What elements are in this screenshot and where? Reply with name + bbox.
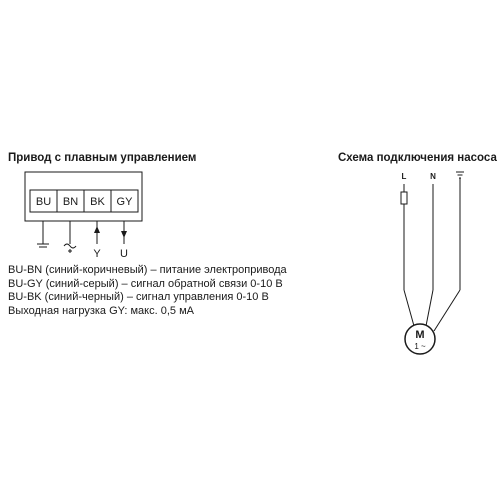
arrow-down-icon [121, 231, 127, 238]
motor-label: M [415, 329, 425, 341]
signal-label-y: Y [93, 248, 101, 260]
description-line: Выходная нагрузка GY: макс. 0,5 мА [8, 304, 194, 317]
signal-label-u: U [120, 248, 128, 260]
description-line: BU-GY (синий-серый) – сигнал обратной связи 0-10 В [8, 277, 283, 290]
terminal-label-gy: GY [116, 196, 133, 208]
description-line: BU-BN (синий-коричневый) – питание электропривода [8, 264, 287, 276]
terminal-label-bu: BU [35, 196, 52, 208]
left-title: Привод с плавным управлением [8, 152, 197, 164]
motor-sublabel: 1 ~ [414, 342, 426, 351]
lead-pe [434, 290, 460, 331]
arrow-up-icon [94, 226, 100, 233]
lead-l [404, 290, 414, 326]
ground-icon [37, 244, 49, 247]
right-title: Схема подключения насоса [338, 152, 497, 164]
terminal-label-bn: BN [62, 196, 79, 208]
terminal-label-bk: BK [90, 196, 105, 208]
line-label-n: N [430, 172, 436, 181]
line-label-l: L [401, 172, 407, 181]
description-line: BU-BK (синий-черный) – сигнал управления 0-10 В [8, 291, 269, 303]
earth-icon [456, 172, 464, 290]
ac-source-icon [64, 244, 76, 253]
lead-n [426, 290, 433, 326]
fuse-icon [401, 192, 407, 204]
